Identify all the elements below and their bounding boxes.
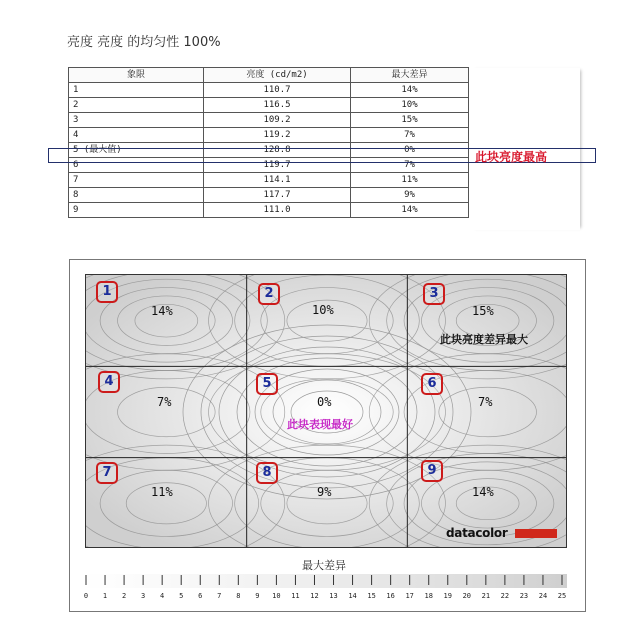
col-header-diff: 最大差异	[351, 68, 469, 83]
zone-diff-9: 14%	[472, 485, 494, 499]
legend-tick-label: 10	[272, 592, 281, 600]
best-zone-note: 此块表现最好	[287, 418, 353, 431]
legend-tick-label: 21	[481, 592, 491, 600]
highlight-note: 此块亮度最高	[475, 150, 548, 164]
legend-tick-label: 13	[329, 592, 338, 600]
legend-tick-label: 6	[198, 592, 203, 600]
zone-badge-9: 9	[421, 460, 443, 482]
cell-quadrant: 7	[69, 173, 204, 188]
legend-tick-label: 15	[367, 592, 376, 600]
legend-tick-label: 5	[179, 592, 184, 600]
cell-quadrant: 4	[69, 128, 204, 143]
legend-tick-label: 23	[519, 592, 529, 600]
cell-quadrant: 5 (最大值)	[69, 143, 204, 158]
max-diff-zone-note: 此块亮度差异最大	[440, 333, 528, 346]
cell-diff: 14%	[351, 83, 469, 98]
cell-quadrant: 6	[69, 158, 204, 173]
legend-tick-label: 2	[121, 592, 127, 600]
cell-luminance: 114.1	[204, 173, 351, 188]
cell-luminance: 110.7	[204, 83, 351, 98]
legend-tick-label: 4	[160, 592, 165, 600]
legend-tick-label: 3	[141, 592, 146, 600]
zone-diff-5: 0%	[317, 395, 332, 409]
cell-diff: 11%	[351, 173, 469, 188]
cell-luminance: 109.2	[204, 113, 351, 128]
zone-badge-1: 1	[96, 281, 118, 303]
legend-tick-label: 11	[291, 592, 300, 600]
legend-tick-label: 17	[405, 592, 414, 600]
zone-badge-5: 5	[256, 373, 278, 395]
cell-luminance: 116.5	[204, 98, 351, 113]
cell-quadrant: 8	[69, 188, 204, 203]
legend-tick-label: 14	[348, 592, 357, 600]
cell-luminance: 128.8	[204, 143, 351, 158]
zone-badge-7: 7	[96, 462, 118, 484]
cell-luminance: 119.7	[204, 158, 351, 173]
zone-diff-8: 9%	[317, 485, 332, 499]
legend-tick-label: 25	[557, 592, 567, 600]
zone-diff-3: 15%	[472, 304, 494, 318]
legend-tick-label: 24	[538, 592, 548, 600]
legend-tick-label: 9	[255, 592, 260, 600]
cell-diff: 10%	[351, 98, 469, 113]
cell-diff: 0%	[351, 143, 469, 158]
cell-luminance: 117.7	[204, 188, 351, 203]
zone-badge-4: 4	[98, 371, 120, 393]
col-header-quadrant: 象限	[69, 68, 204, 83]
cell-diff: 7%	[351, 128, 469, 143]
legend-title: 最大差异	[302, 559, 346, 572]
zone-badge-2: 2	[258, 283, 280, 305]
cell-quadrant: 9	[69, 203, 204, 218]
cell-diff: 7%	[351, 158, 469, 173]
cell-diff: 14%	[351, 203, 469, 218]
legend-tick-label: 18	[424, 592, 433, 600]
legend-tick-label: 0	[83, 592, 89, 600]
legend-tick-label: 7	[217, 592, 222, 600]
legend-tick-label: 16	[386, 592, 395, 600]
zone-badge-3: 3	[423, 283, 445, 305]
cell-luminance: 119.2	[204, 128, 351, 143]
cell-quadrant: 1	[69, 83, 204, 98]
legend-tick-label: 19	[443, 592, 452, 600]
cell-diff: 9%	[351, 188, 469, 203]
cell-quadrant: 2	[69, 98, 204, 113]
page-title: 亮度 亮度 的均匀性 100%	[67, 35, 221, 50]
zone-diff-1: 14%	[151, 304, 173, 318]
legend-tick-label: 8	[236, 592, 241, 600]
zone-badge-8: 8	[256, 462, 278, 484]
cell-quadrant: 3	[69, 113, 204, 128]
datacolor-logo: datacolor	[446, 526, 508, 540]
zone-diff-7: 11%	[151, 485, 173, 499]
legend-tick-label: 20	[462, 592, 472, 600]
legend-tick-label: 12	[310, 592, 319, 600]
cell-diff: 15%	[351, 113, 469, 128]
cell-luminance: 111.0	[204, 203, 351, 218]
legend-tick-label: 1	[102, 592, 108, 600]
zone-diff-6: 7%	[478, 395, 493, 409]
col-header-luminance: 亮度 (cd/m2)	[204, 68, 351, 83]
zone-diff-2: 10%	[312, 303, 334, 317]
zone-badge-6: 6	[421, 373, 443, 395]
zone-diff-4: 7%	[157, 395, 172, 409]
legend-tick-label: 22	[500, 592, 510, 600]
